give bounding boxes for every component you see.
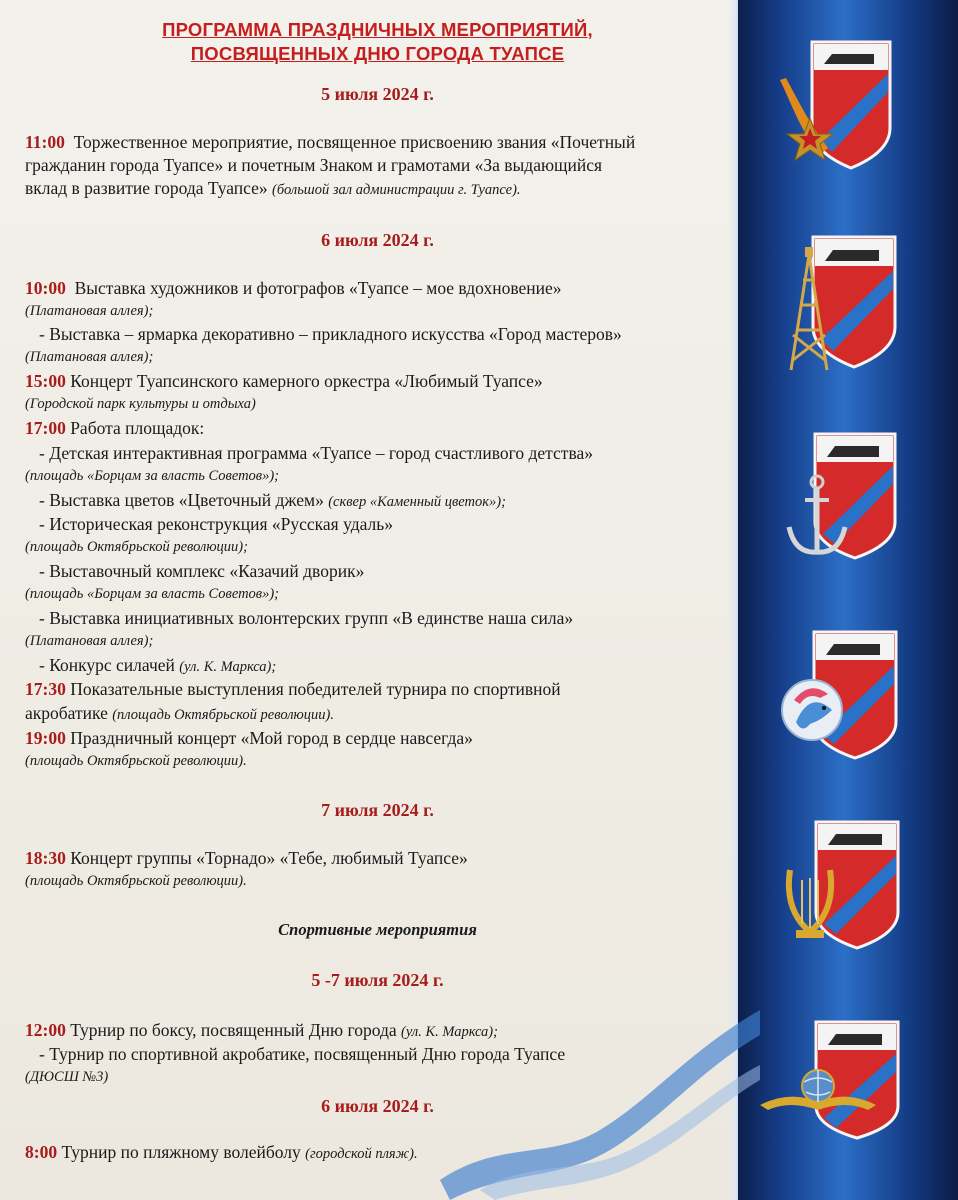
event-time: 18:30 (25, 848, 66, 868)
event-time: 17:30 (25, 679, 66, 699)
event-line: - Детская интерактивная программа «Туапсе – город счастливого детства» (39, 443, 594, 463)
event-time: 10:00 (25, 278, 66, 298)
date-heading: 7 июля 2024 г. (321, 800, 434, 820)
emblem-3 (785, 432, 900, 562)
event-line (25, 278, 562, 299)
event-text: Турнир по боксу, посвященный Дню города (70, 1020, 397, 1040)
event-text: Концерт Туапсинского камерного оркестра «Любимый Туапсе» (70, 371, 543, 391)
event-text: Работа площадок: (70, 418, 205, 438)
event-line (25, 1020, 498, 1041)
event-location: (сквер «Каменный цветок»); (328, 494, 506, 510)
event-line: - Выставочный комплекс «Казачий дворик» (39, 561, 365, 581)
event-line: - Выставка – ярмарка декоративно – прикладного искусства «Город мастеров» (39, 324, 622, 344)
event-text: Торжественное мероприятие, посвященное присвоению звания «Почетный (73, 132, 636, 152)
date-heading: 6 июля 2024 г. (321, 1096, 434, 1116)
event-location: (ул. К. Маркса); (401, 1024, 498, 1040)
event-text: - Выставка цветов «Цветочный джем» (39, 490, 324, 510)
event-location: (площадь Октябрьской революции); (25, 539, 248, 555)
event-time: 8:00 (25, 1142, 58, 1162)
title-line-2: ПОСВЯЩЕННЫХ ДНЮ ГОРОДА ТУАПСЕ (190, 43, 565, 64)
event-line (25, 418, 204, 439)
emblem-1 (780, 40, 900, 180)
event-location: (площадь Октябрьской революции). (112, 707, 334, 723)
event-location: (площадь «Борцам за власть Советов»); (25, 586, 279, 602)
event-location: (Городской парк культуры и отдыха) (25, 396, 256, 412)
event-line: - Историческая реконструкция «Русская удаль» (39, 514, 394, 534)
event-line: - Выставка инициативных волонтерских групп «В единстве наша сила» (39, 608, 574, 628)
event-location: (площадь «Борцам за власть Советов»); (25, 468, 279, 484)
date-heading: 5 -7 июля 2024 г. (311, 970, 444, 990)
event-location: (городской пляж). (305, 1146, 418, 1162)
event-line: - Турнир по спортивной акробатике, посвященный Дню города Туапсе (39, 1044, 566, 1064)
emblem-4 (780, 630, 900, 765)
event-location: (большой зал администрации г. Туапсе). (272, 182, 521, 198)
event-text: Выставка художников и фотографов «Туапсе – мое вдохновение» (74, 278, 562, 298)
event-time: 17:00 (25, 418, 66, 438)
event-text: - Конкурс силачей (39, 655, 175, 675)
event-text: вклад в развитие города Туапсе» (25, 178, 268, 198)
event-time: 12:00 (25, 1020, 66, 1040)
emblem-6 (760, 1020, 905, 1140)
event-line (25, 490, 506, 511)
event-line (25, 132, 635, 153)
event-time: 15:00 (25, 371, 66, 391)
title-line-1: ПРОГРАММА ПРАЗДНИЧНЫХ МЕРОПРИЯТИЙ, (162, 19, 593, 40)
event-text: Праздничный концерт «Мой город в сердце навсегда» (70, 728, 473, 748)
event-line (25, 679, 561, 700)
dolphin-icon (782, 680, 842, 740)
event-text: Показательные выступления победителей турнира по спортивной (70, 679, 561, 699)
emblem-5 (780, 820, 902, 955)
event-location: (площадь Октябрьской революции). (25, 873, 247, 889)
event-location: (Платановая аллея); (25, 303, 154, 319)
event-line (25, 1142, 418, 1163)
event-location: (Платановая аллея); (25, 349, 154, 365)
event-line (25, 703, 334, 724)
event-line (25, 178, 521, 199)
date-heading: 6 июля 2024 г. (321, 230, 434, 250)
event-line (25, 371, 543, 392)
event-location: (Платановая аллея); (25, 633, 154, 649)
program-title (25, 18, 730, 66)
event-text: акробатике (25, 703, 108, 723)
event-line (25, 728, 473, 749)
event-location: (ул. К. Маркса); (179, 659, 277, 675)
event-line: гражданин города Туапсе» и почетным Знаком и грамотами «За выдающийся (25, 155, 603, 175)
emblem-2 (785, 235, 900, 375)
event-text: Турнир по пляжному волейболу (61, 1142, 301, 1162)
event-location: (ДЮСШ №3) (25, 1069, 109, 1085)
sports-heading: Спортивные мероприятия (278, 920, 477, 939)
event-line (25, 655, 276, 676)
event-location: (площадь Октябрьской революции). (25, 753, 247, 769)
event-time: 11:00 (25, 132, 65, 152)
event-text: Концерт группы «Торнадо» «Тебе, любимый Туапсе» (70, 848, 468, 868)
event-line (25, 848, 468, 869)
event-time: 19:00 (25, 728, 66, 748)
date-heading: 5 июля 2024 г. (321, 84, 434, 104)
